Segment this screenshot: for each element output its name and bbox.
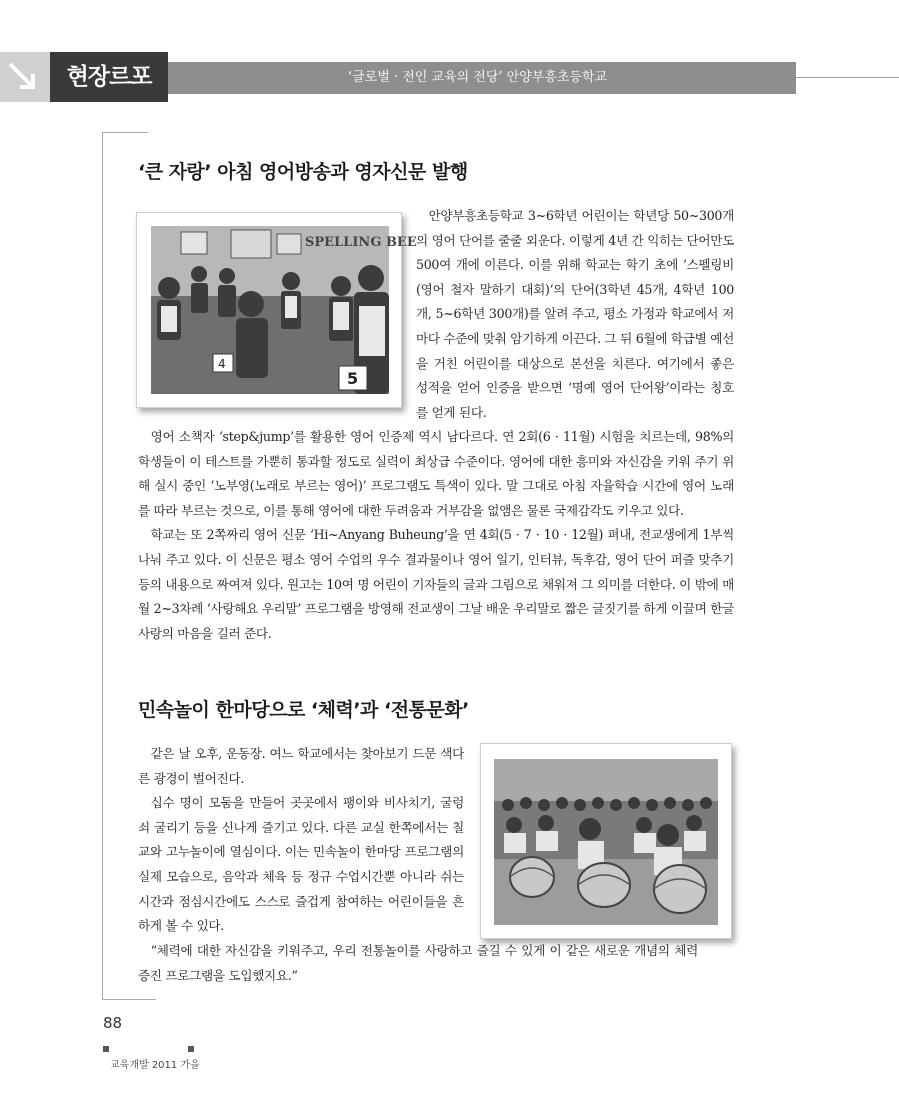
section1-intro-paragraph: 안양부흥초등학교 3~6학년 어린이는 학년당 50~300개의 영어 단어를 줄줄 외운다. 이렇게 4년 간 익히는 단어만도 500여 개에 이른다. 이를 위해 학교는 학기 초에 ‘스펠링비(영어 철자 말하기 대회)’의 단어(3학년 45개, 4학년 100개, 5~6학년 300개)를 알려 주고, 평소 가정과 학교에서 저마다 수준에 맞춰 암기하게 이끈다. 그 뒤 6월에 학급별 예선을 거친 어린이를 대상으로 본선을 치른다. 여기에서 좋은 성적을 얻어 인증을 받으면 ‘명예 영어 단어왕’이라는 칭호를 얻게 된다.: [416, 208, 734, 420]
section1-paragraph-1: 영어 소책자 ‘step&jump’를 활용한 영어 인증제 역시 남다르다. 연 2회(6 · 11월) 시험을 치르는데, 98%의 학생들이 이 테스트를 가뿐히 통과할 정도로 실력이 최상급 수준이다. 영어에 대한 흥미와 자신감을 키워 주기 위해 실시 중인 ‘노부영(노래로 부르는 영어)’ 프로그램도 특색이 있다. 말 그대로 아침 자율학습 시간에 영어 노래를 따라 부르는 것으로, 이를 통해 영어에 대한 두려움과 거부감을 없앰은 물론 국제감각도 키우고 있다.: [138, 429, 734, 518]
footer-square-marker: [103, 1046, 109, 1052]
photo-number-card-4: 4: [218, 357, 226, 371]
section2-quote-text: “체력에 대한 자신감을 키워주고, 우리 전통놀이를 사랑하고 즐길 수 있게 이 같은 새로운 개념의 체력 증진 프로그램을 도입했지요.”: [138, 943, 698, 983]
header-rule: [796, 77, 899, 78]
content-bottom-rule: [102, 999, 156, 1000]
page-number: 88: [103, 1014, 123, 1032]
article-title-bar: ‘글로벌 · 전인 교육의 전당’ 안양부흥초등학교: [168, 62, 796, 94]
section-label: 현장르포: [50, 52, 168, 102]
section2-paragraph-2: 십수 명이 모둠을 만들어 곳곳에서 팽이와 비사치기, 굴렁쇠 굴리기 등을 신나게 즐기고 있다. 다른 교실 한쪽에서는 칠교와 고누놀이에 열심이다. 이는 민속놀이 한마당 프로그램의 실제 모습으로, 음악과 체육 등 정규 수업시간뿐 아니라 쉬는 시간과 점심시간에도 스스로 즐겁게 참여하는 어린이들을 흔하게 볼 수 있다.: [138, 795, 464, 934]
content-top-rule: [102, 132, 148, 133]
section2-body-text: [138, 742, 464, 939]
section-heading-english: ‘큰 자랑’ 아침 영어방송과 영자신문 발행: [138, 161, 468, 183]
photo-number-card-5: 5: [347, 369, 359, 388]
section2-paragraph-1: 같은 날 오후, 운동장. 여느 학교에서는 찾아보기 드문 색다른 광경이 벌어진다.: [138, 746, 464, 786]
section1-body-text: [138, 425, 734, 646]
content-vertical-rule: [102, 132, 103, 1000]
section-heading-folk-games: 민속놀이 한마당으로 ‘체력’과 ‘전통문화’: [138, 699, 469, 721]
photo-spelling-bee: [136, 212, 417, 408]
footer-square-marker: [188, 1046, 194, 1052]
journal-name: 교육개발 2011 가을: [110, 1060, 200, 1071]
header-corner-tab: [0, 52, 50, 102]
photo-sign-text: SPELLING BEE: [305, 235, 417, 250]
section1-intro-text: [416, 204, 734, 425]
arrow-down-right-icon: [4, 58, 44, 96]
section2-quote: [138, 939, 698, 988]
drumming-photo-image: [494, 759, 718, 925]
photo-folk-drumming: [480, 743, 732, 939]
spelling-bee-photo-image: [151, 226, 417, 394]
section1-paragraph-2: 학교는 또 2쪽짜리 영어 신문 ‘Hi~Anyang Buheung’을 연 4회(5 · 7 · 10 · 12월) 펴내, 전교생에게 1부씩 나눠 주고 있다. 이 신문은 평소 영어 수업의 우수 결과물이나 영어 일기, 인터뷰, 독후감, 영어 단어 퍼즐 맞추기 등의 내용으로 짜여져 있다. 원고는 10여 명 어린이 기자들의 글과 그림으로 채워져 그 의미를 더한다. 이 밖에 매월 2~3차례 ‘사랑해요 우리말’ 프로그램을 방영해 전교생이 그날 배운 우리말로 짧은 글짓기를 하게 이끌며 한글 사랑의 마음을 길러 준다.: [138, 527, 735, 641]
